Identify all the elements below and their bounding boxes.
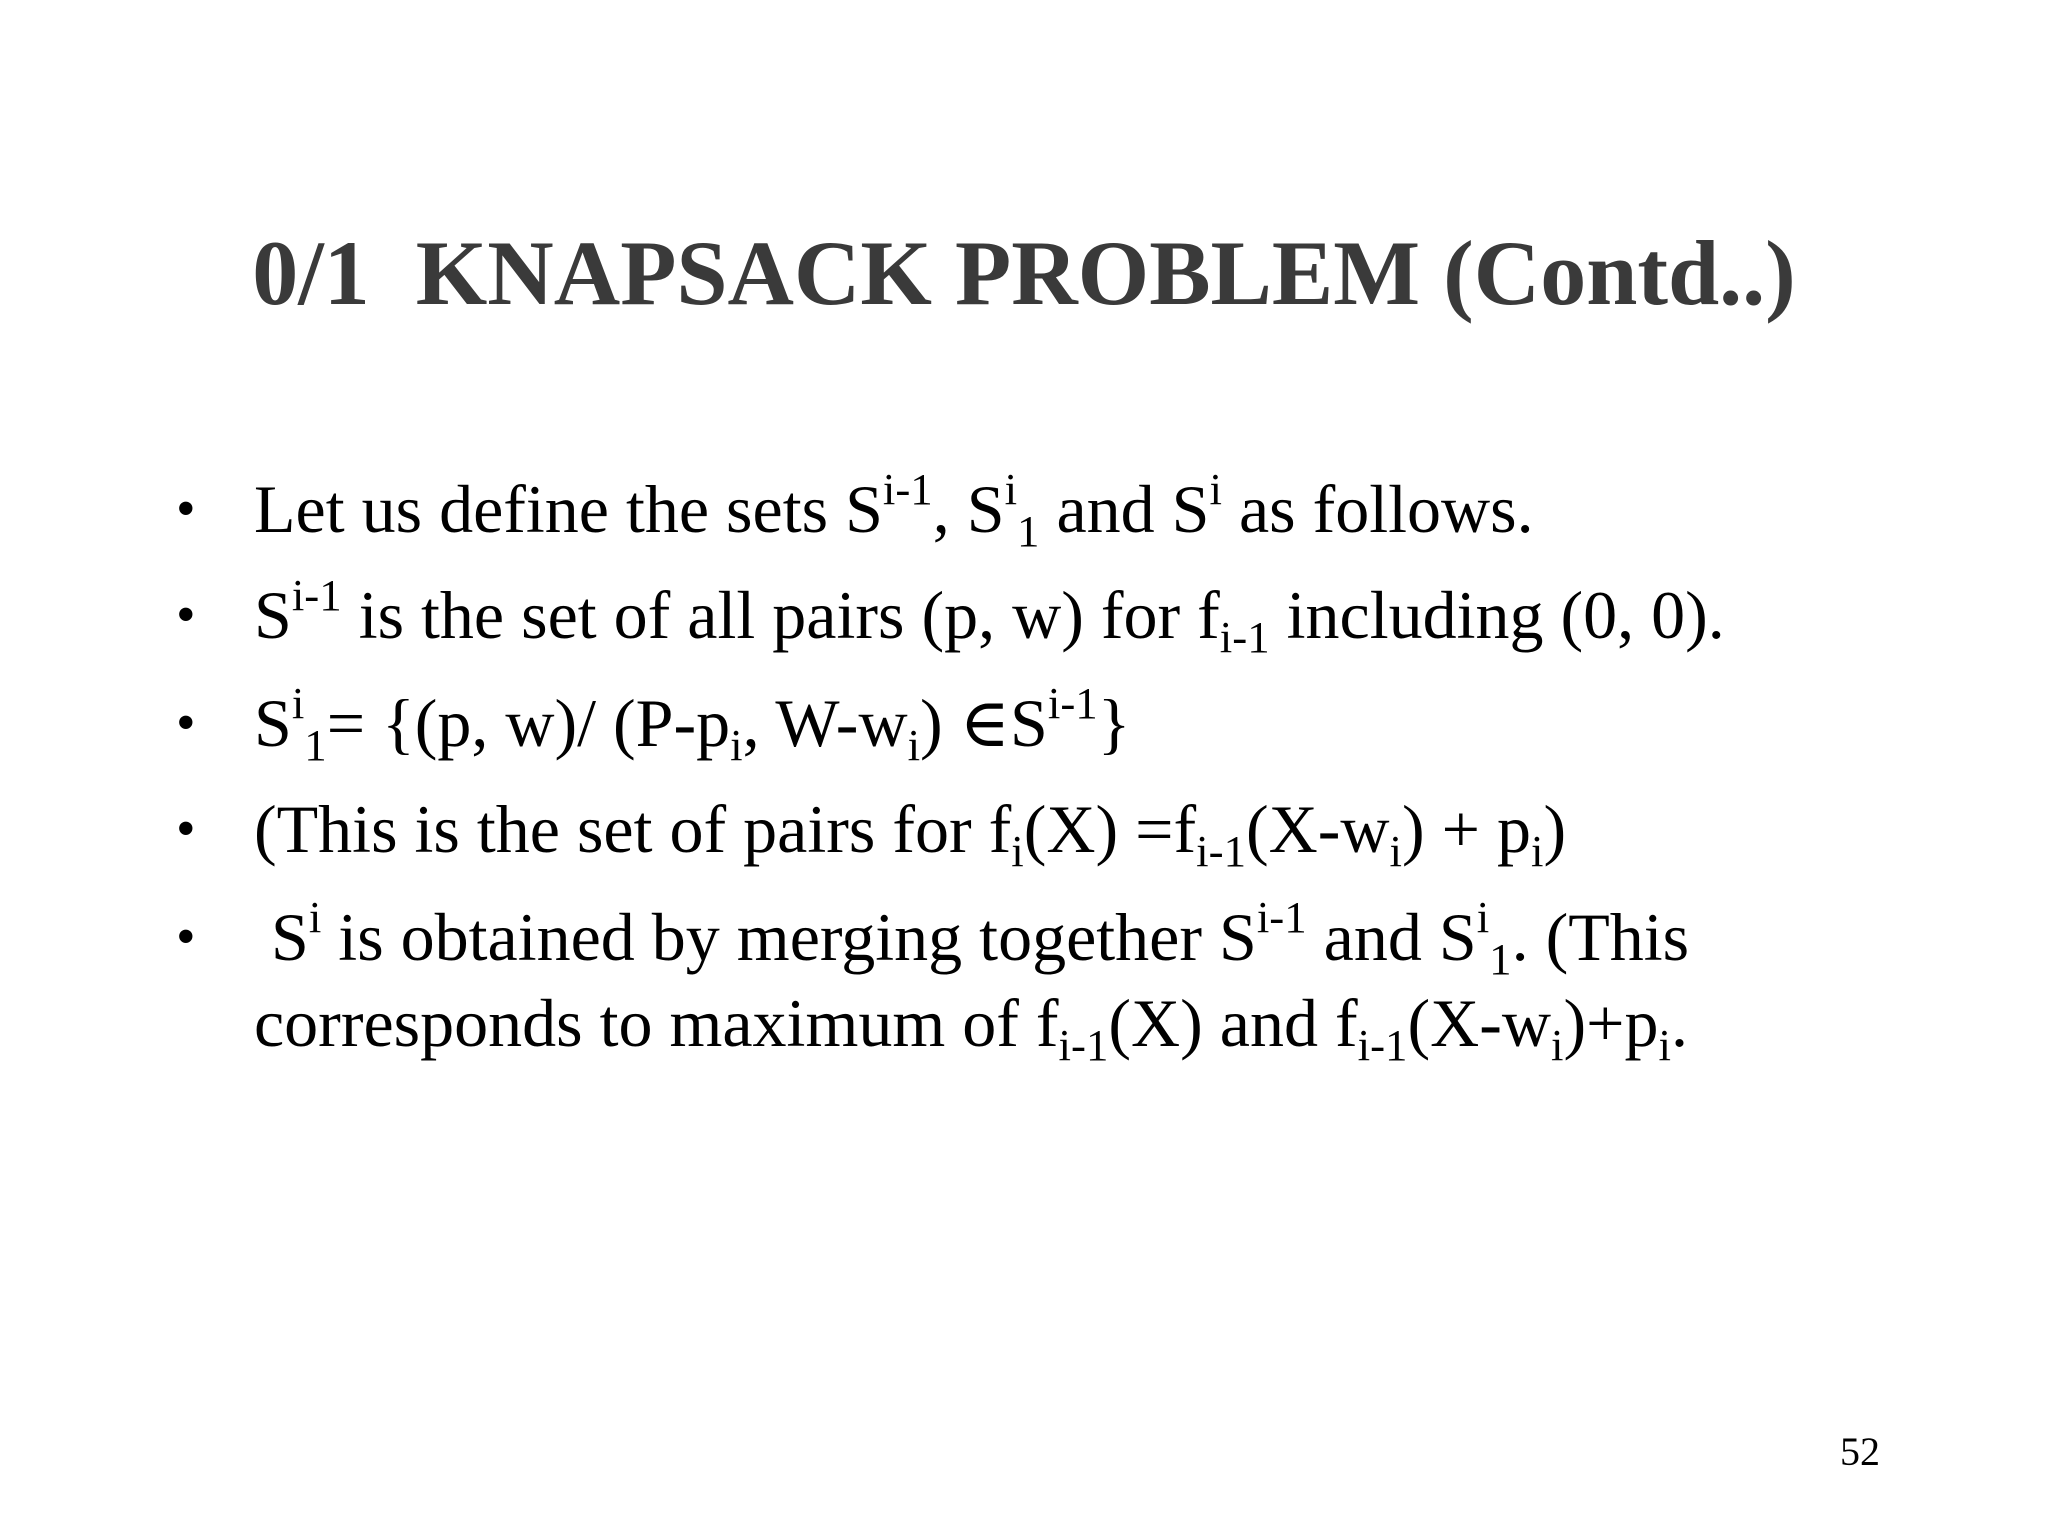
bullet-text: Let us define the sets $S^{i-1}$, $S^i_1$ and $S^i$ as follows. bbox=[254, 464, 1534, 557]
bullet-marker: • bbox=[176, 478, 196, 540]
bullet-marker: • bbox=[176, 798, 196, 860]
bullet-text: (This is the set of pairs for $f_i(X) =f_{i-1}(X-w_i) + p_i$) bbox=[254, 791, 1567, 877]
slide-title: 0/1 KNAPSACK PROBLEM (Contd..) bbox=[252, 222, 1796, 324]
bullet-marker: • bbox=[176, 584, 196, 646]
page-number: 52 bbox=[1840, 1429, 1880, 1474]
bullet-text: $S^{i-1}$ is the set of all pairs (p, w) for $f_{i-1}$ including (0, 0). bbox=[254, 570, 1725, 663]
bullet-marker: • bbox=[176, 692, 196, 754]
bullet-marker: • bbox=[176, 906, 196, 968]
bullet-text: $S^i$ is obtained by merging together $S^{i-1}$ and $S^i_1$. (This bbox=[271, 892, 1690, 985]
bullet-text: $S^i_1= \{(p$, w)/ ($P-p_i$, $W-w_i$) $\in S^{i-1}$} bbox=[254, 678, 1131, 771]
bullet-text-continuation: corresponds to maximum of $f_{i-1}(X)$ and $f_{i-1}(X-w_i)+p_i$. bbox=[254, 985, 1688, 1071]
